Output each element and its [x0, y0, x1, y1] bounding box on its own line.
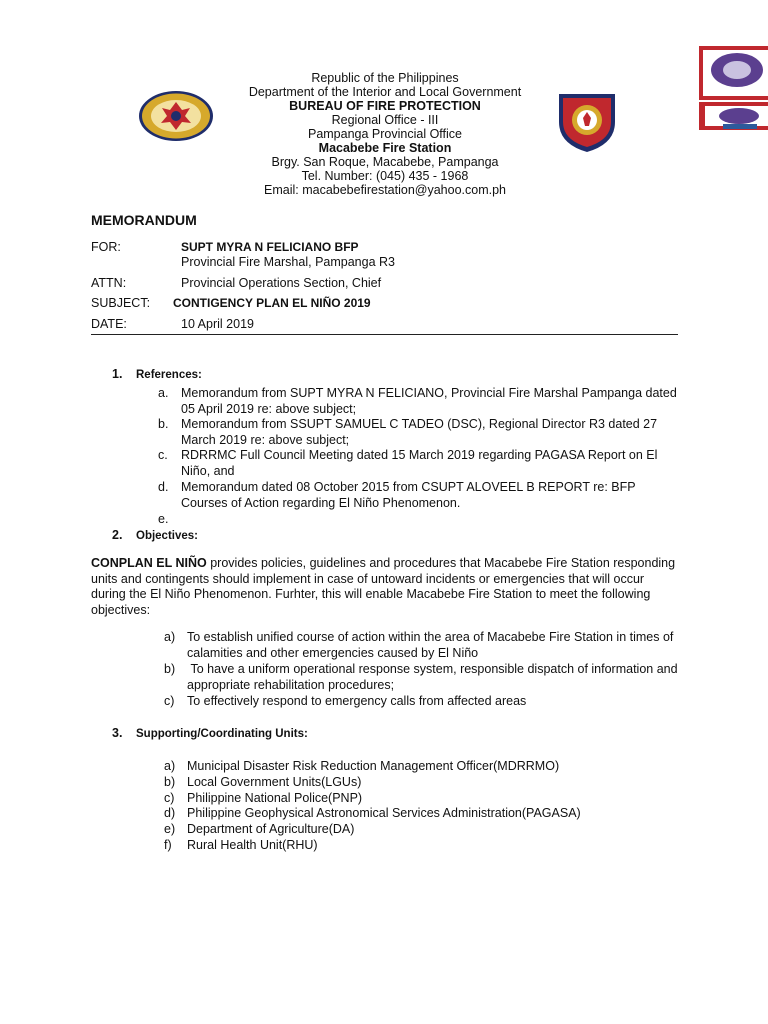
list-item-letter: f): [164, 838, 172, 852]
header-address: Brgy. San Roque, Macabebe, Pampanga: [271, 155, 499, 169]
header-republic: Republic of the Philippines: [311, 71, 459, 85]
header-regional-office: Regional Office - III: [331, 113, 439, 127]
list-item-text: RDRRMC Full Council Meeting dated 15 March 2019 regarding PAGASA Report on El Niño, and: [181, 448, 658, 478]
units-heading: Supporting/Coordinating Units:: [136, 728, 308, 740]
list-item-letter: e): [164, 822, 176, 836]
list-item-letter: a): [164, 759, 176, 773]
list-item-letter: b.: [158, 417, 169, 431]
list-item-text: Department of Agriculture(DA): [187, 822, 355, 836]
header-divider: [91, 334, 678, 335]
references-heading: References:: [136, 369, 202, 381]
date-value: 10 April 2019: [181, 317, 254, 331]
list-item-letter: e.: [158, 512, 169, 526]
list-item-text: Memorandum dated 08 October 2015 from CSUPT ALOVEEL B REPORT re: BFP Courses of Action regarding El Niño Phenomenon.: [181, 480, 636, 510]
list-item-letter: c): [164, 791, 175, 805]
list-item-text: Philippine National Police(PNP): [187, 791, 363, 805]
list-item-text: To have a uniform operational response system, responsible dispatch of information and appropriate rehabilitation procedures;: [187, 662, 682, 692]
list-item-text: Philippine Geophysical Astronomical Services Administration(PAGASA): [187, 806, 581, 820]
header-provincial-office: Pampanga Provincial Office: [307, 127, 463, 141]
for-position: Provincial Fire Marshal, Pampanga R3: [181, 255, 395, 269]
list-item-letter: a.: [158, 386, 169, 400]
header-station: Macabebe Fire Station: [318, 141, 452, 155]
list-item-text: Rural Health Unit(RHU): [187, 838, 318, 852]
attn-value: Provincial Operations Section, Chief: [181, 276, 382, 290]
list-item-text: Local Government Units(LGUs): [187, 775, 362, 789]
list-item-letter: c.: [158, 448, 168, 462]
objectives-intro-text: provides policies, guidelines and procedures that Macabebe Fire Station responding units and contingents should implement in case of untoward incidents or emergencies that will occur during the El Niño Phenomenon. Furhter, this will enable Macabebe Fire Station to meet the following objectives:: [91, 556, 676, 618]
conplan-name: CONPLAN EL NIÑO: [91, 556, 207, 570]
memo-title: MEMORANDUM: [91, 212, 197, 228]
objectives-heading: Objectives:: [136, 530, 198, 542]
for-name: SUPT MYRA N FELICIANO BFP: [181, 240, 359, 254]
for-label: FOR:: [91, 240, 121, 254]
list-item-text: Memorandum from SSUPT SAMUEL C TADEO (DSC), Regional Director R3 dated 27 March 2019 re: above subject;: [181, 417, 658, 447]
list-item-letter: d): [164, 806, 176, 820]
section-1-number: 1.: [112, 367, 123, 381]
region-3-badge-logo: [697, 42, 768, 132]
list-item-letter: a): [164, 630, 176, 644]
header-email: Email: macabebefirestation@yahoo.com.ph: [264, 183, 506, 197]
header-bureau: BUREAU OF FIRE PROTECTION: [289, 99, 481, 113]
list-item-text: To effectively respond to emergency calls from affected areas: [187, 694, 527, 708]
section-2-number: 2.: [112, 528, 123, 542]
list-item-text: Memorandum from SUPT MYRA N FELICIANO, Provincial Fire Marshal Pampanga dated 05 April 2019 re: above subject;: [181, 386, 677, 416]
attn-label: ATTN:: [91, 276, 127, 290]
subject-label: SUBJECT:: [91, 296, 151, 310]
list-item-letter: b): [164, 775, 176, 789]
date-label: DATE:: [91, 317, 127, 331]
list-item-text: To establish unified course of action within the area of Macabebe Fire Station in times of calamities and other emergencies caused by El Niño: [187, 630, 674, 660]
section-3-number: 3.: [112, 726, 123, 740]
header-telephone: Tel. Number: (045) 435 - 1968: [301, 169, 469, 183]
list-item-letter: c): [164, 694, 175, 708]
subject-value: CONTIGENCY PLAN EL NIÑO 2019: [173, 296, 371, 310]
list-item-letter: b): [164, 662, 176, 676]
list-item-text: Municipal Disaster Risk Reduction Management Officer(MDRRMO): [187, 759, 560, 773]
list-item-letter: d.: [158, 480, 169, 494]
header-department: Department of the Interior and Local Government: [248, 85, 522, 99]
objectives-paragraph: [91, 556, 681, 619]
